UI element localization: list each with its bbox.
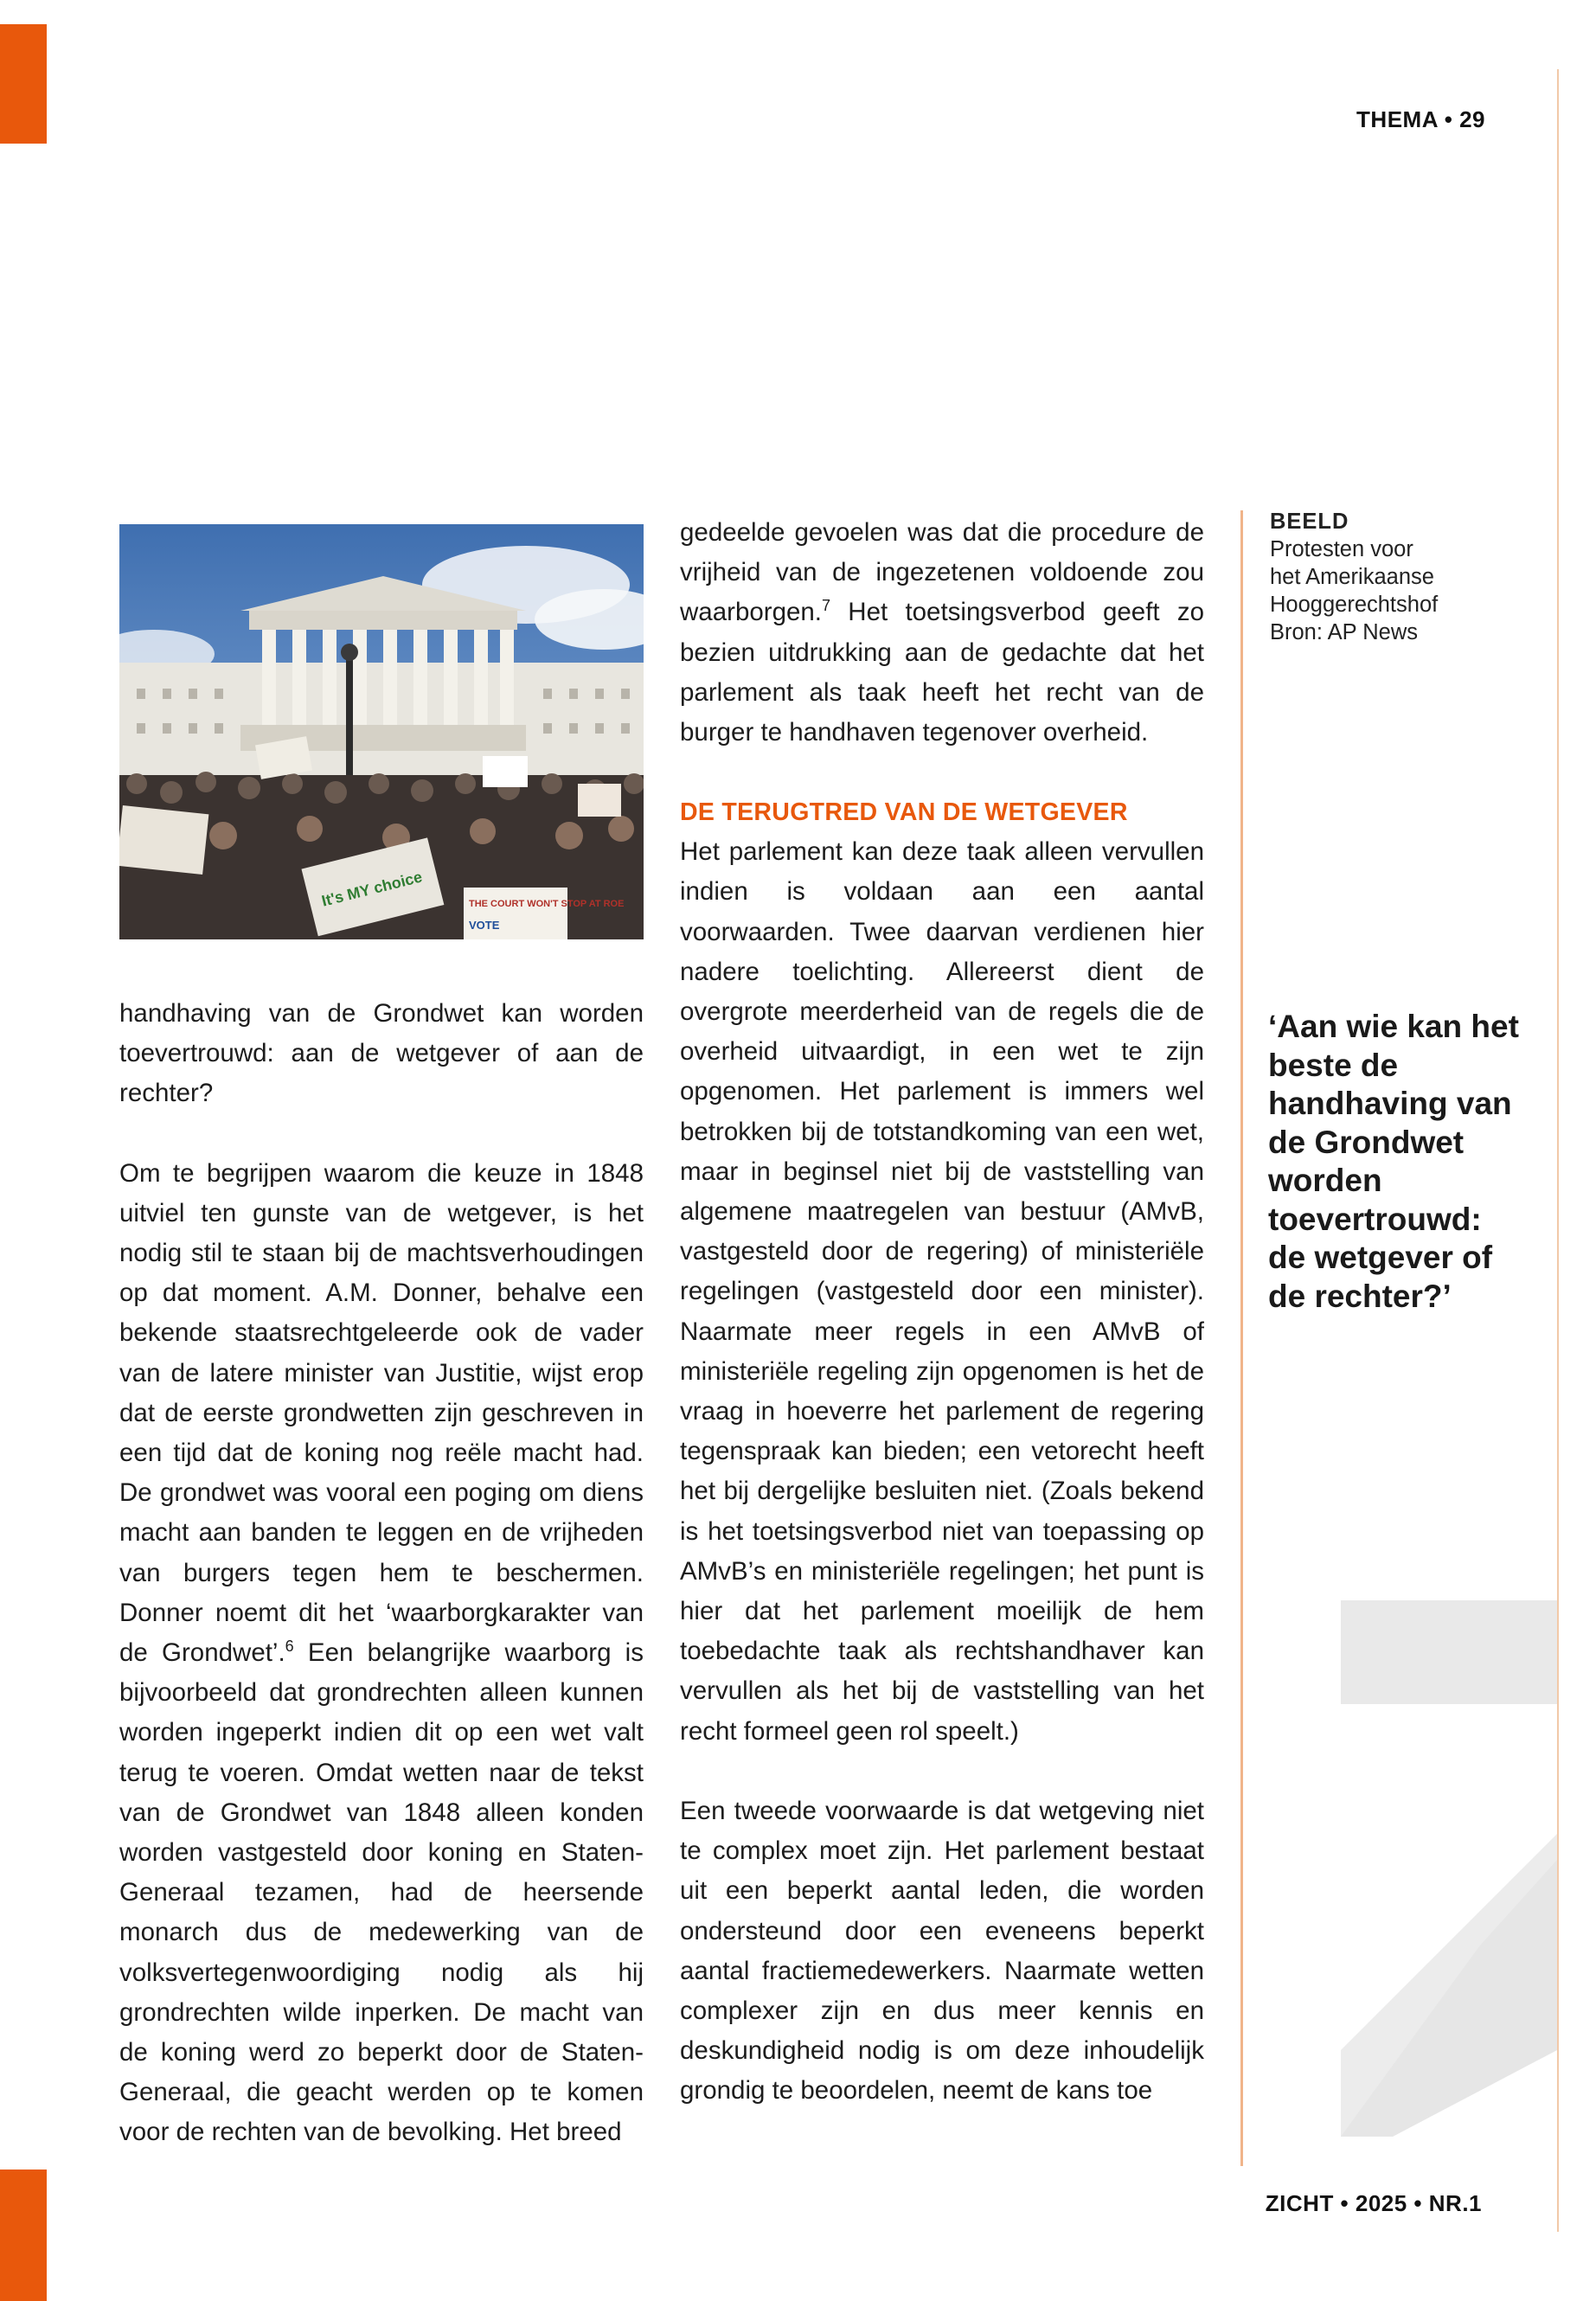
orange-edge-bar-bottom bbox=[0, 2170, 47, 2301]
sign-court-wont-stop: THE COURT WON'T STOP AT ROE bbox=[469, 899, 625, 909]
sign-vote: VOTE bbox=[469, 919, 500, 932]
paragraph: Om te begrijpen waarom die keuze in 1848 uitviel ten gunste van de wetgever, is het nodig stil te staan bij de machtsverhoudingen op dat moment. A.M. Donner, behalve een bekende staatsrechtgeleerde ook de vader van de latere minister van Justitie, wijst erop dat de eerste grondwetten zijn geschreven in een tijd dat de koning nog reële macht had. De grondwet was vooral een poging om diens macht aan banden te leggen en de vrijheden van burgers tegen hem te beschermen. Donner noemt dit het ‘waarborgkarakter van de Grondwet’.$^6$ Een belangrijke waarborg is bijvoorbeeld dat grondrechten alleen kunnen worden ingeperkt indien dit op een wet valt terug te voeren. Omdat wetten naar de tekst van de Grondwet van 1848 alleen konden worden vastgesteld door koning en Staten-Generaal tezamen, had de heersende monarch dus de medewerking van de volksvertegenwoordiging nodig als hij grondrechten wilde inperken. De macht van de koning werd zo beperkt door de Staten-Generaal, die geacht werden op te komen voor de rechten van de bevolking. Het breed bbox=[119, 1158, 644, 2147]
footnote-ref: 6 bbox=[285, 1638, 294, 1656]
photo-caption bbox=[1270, 508, 1495, 646]
page-right-rule bbox=[1557, 69, 1559, 2232]
body-column-left bbox=[119, 994, 644, 2153]
paragraph: handhaving van de Grondwet kan worden toevertrouwd: aan de wetgever of aan de rechter? bbox=[119, 999, 644, 1108]
body-column-middle bbox=[680, 513, 1204, 2112]
running-head: THEMA • 29 bbox=[1356, 106, 1485, 132]
caption-line: Bron: AP News bbox=[1270, 620, 1419, 644]
paragraph: Het parlement kan deze taak alleen vervullen indien is voldaan aan een aantal voorwaarden. Twee daarvan verdienen hier nadere toelichting. Allereerst dient de overgrote meerderheid van de regels die de overheid uitvaardigt, in een wet te zijn opgenomen. Het parlement is immers wel betrokken bij de totstandkoming van een wet, maar in beginsel niet bij de vaststelling van algemene maatregelen van bestuur (AMvB, vastgesteld door de regering) of ministeriële regelingen (vastgesteld door een minister). Naarmate meer regels in een AMvB of ministeriële regeling zijn opgenomen is het de vraag in hoeverre het parlement de regering tegenspraak kan bieden; een vetorecht heeft het bij dergelijke besluiten niet. (Zoals bekend is het toetsingsverbod niet van toepassing op AMvB’s en ministeriële regelingen; het punt is hier dat het parlement moeilijk de hem toebedachte taak als rechtshandhaver kan vervullen als het bij de vaststelling van het recht formeel geen rol speelt.) bbox=[680, 837, 1204, 1746]
footnote-ref: 7 bbox=[822, 597, 831, 615]
orange-edge-bar-top bbox=[0, 24, 47, 144]
protest-photo bbox=[119, 524, 644, 939]
caption-line: het Amerikaanse bbox=[1270, 565, 1434, 589]
caption-label: BEELD bbox=[1270, 510, 1349, 534]
pull-quote: ‘Aan wie kan het beste de handhaving van de Grondwet worden toevertrouwd: de wetgever of de rechter?’ bbox=[1268, 1009, 1519, 1314]
section-heading: DE TERUGTRED VAN DE WETGEVER bbox=[680, 798, 1128, 827]
caption-line: Protesten voor bbox=[1270, 537, 1413, 561]
column-divider-rule bbox=[1240, 510, 1243, 2166]
paragraph: gedeelde gevoelen was dat die procedure de vrijheid van de ingezetenen voldoende zou waarborgen.$^7$ Het toetsingsverbod geeft zo bezien uitdrukking aan de gedachte dat het parlement als taak heeft het recht van de burger te handhaven tegenover overheid. bbox=[680, 518, 1204, 747]
paragraph: Een tweede voorwaarde is dat wetgeving niet te complex moet zijn. Het parlement bestaat uit een beperkt aantal leden, die worden ondersteund door een eveneens beperkt aantal fractiemedewerkers. Naarmate wetten complexer zijn en dus meer kennis en deskundigheid nodig is om deze inhoudelijk grondig te beoordelen, neemt de kans toe bbox=[680, 1796, 1204, 2106]
caption-line: Hooggerechtshof bbox=[1270, 593, 1439, 617]
running-foot: ZICHT • 2025 • NR.1 bbox=[1265, 2190, 1482, 2216]
decorative-z-graphic bbox=[1341, 1600, 1557, 2137]
protest-photo-illustration bbox=[119, 524, 644, 939]
sign-my-choice: It's MY choice bbox=[319, 868, 425, 910]
